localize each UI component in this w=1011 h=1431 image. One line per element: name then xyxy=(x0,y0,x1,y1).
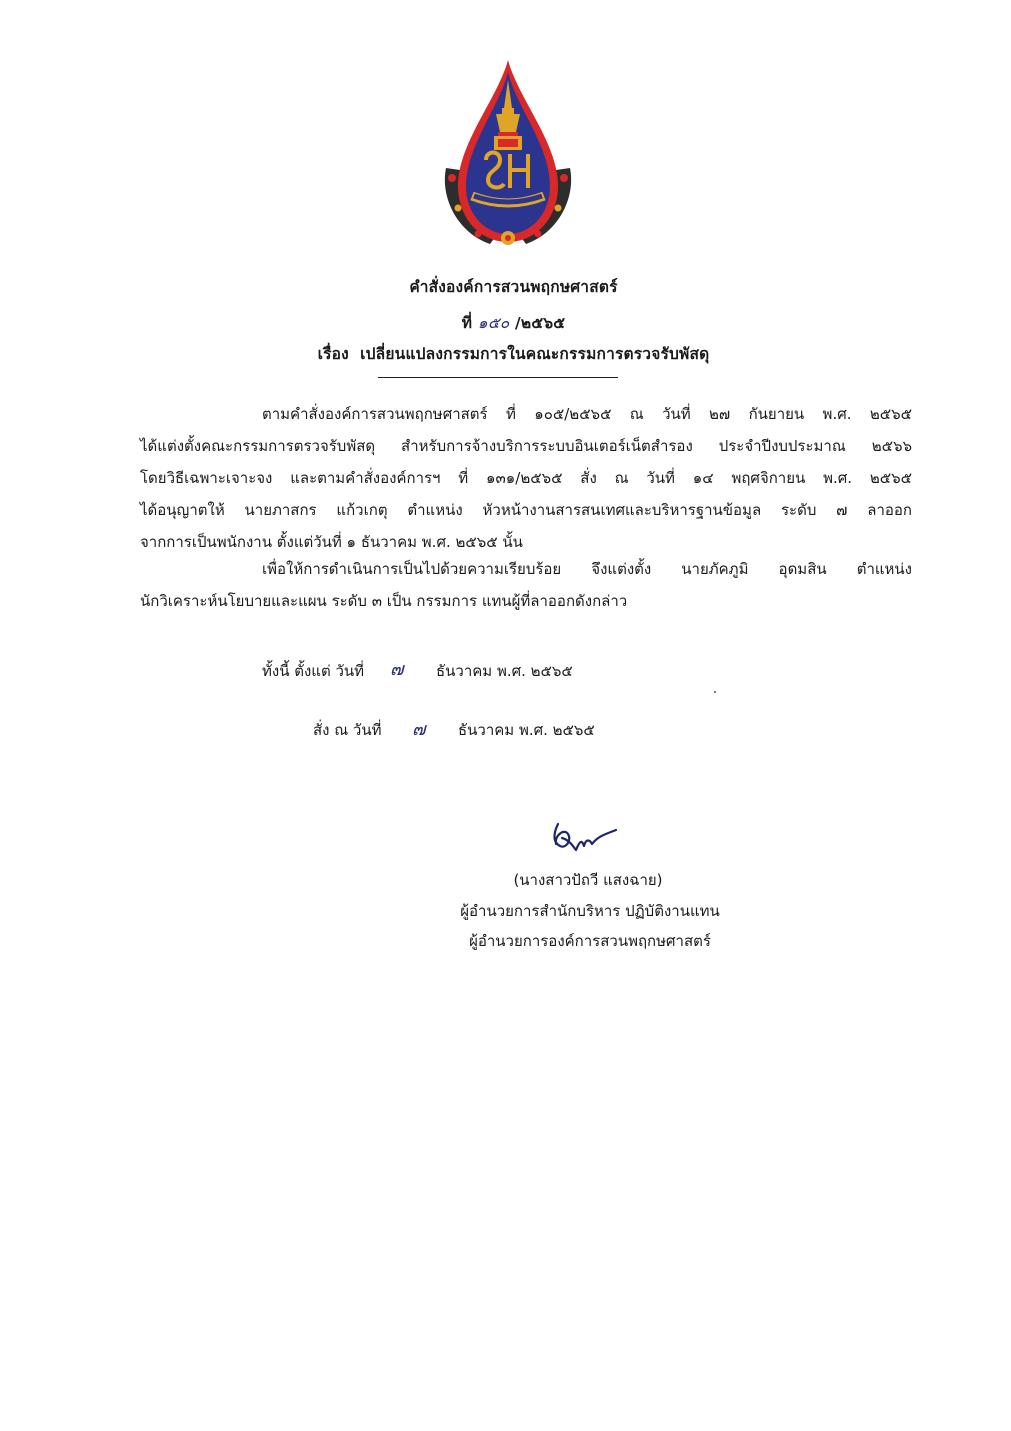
ordered-day-handwritten: ๗ xyxy=(412,719,426,740)
effective-month-year: ธันวาคม พ.ศ. ๒๕๖๕ xyxy=(436,662,573,680)
organization-logo-icon xyxy=(438,58,578,258)
effective-date-label: ทั้งนี้ ตั้งแต่ วันที่ xyxy=(262,662,365,680)
body-line-7: นักวิเคราะห์นโยบายและแผน ระดับ ๓ เป็น กรรมการ แทนผู้ที่ลาออกดังกล่าว xyxy=(140,592,628,610)
order-number xyxy=(8,310,1011,335)
order-number-handwritten: ๑๕๐ xyxy=(477,314,510,332)
handwritten-signature-icon xyxy=(546,818,626,860)
body-line-3: โดยวิธีเฉพาะเจาะจง และตามคำสั่งองค์การฯ ที่ ๑๓๑/๒๕๖๕ สั่ง ณ วันที่ ๑๔ พฤศจิกายน พ.ศ. ๒๕๖๕ xyxy=(140,469,912,487)
body-line-4: ได้อนุญาตให้ นายภาสกร แก้วเกตุ ตำแหน่ง หัวหน้างานสารสนเทศและบริหารฐานข้อมูล ระดับ ๗ ลาออก xyxy=(140,501,912,519)
heading-divider xyxy=(378,377,618,378)
ordered-date-label: สั่ง ณ วันที่ xyxy=(313,721,382,739)
effective-day-handwritten: ๗ xyxy=(390,659,404,680)
ordered-month-year: ธันวาคม พ.ศ. ๒๕๖๕ xyxy=(458,721,595,739)
signatory-position-2: ผู้อำนวยการองค์การสวนพฤกษศาสตร์ xyxy=(469,932,711,950)
signatory-position-1: ผู้อำนวยการสำนักบริหาร ปฏิบัติงานแทน xyxy=(460,902,720,920)
signatory-name: (นางสาวปัถวี แสงฉาย) xyxy=(513,871,663,889)
order-number-label: ที่ xyxy=(461,314,473,332)
body-line-2: ได้แต่งตั้งคณะกรรมการตรวจรับพัสดุ สำหรับการจ้างบริการระบบอินเตอร์เน็ตสำรอง ประจำปีงบประมาณ ๒๕๖๖ xyxy=(140,437,912,455)
body-line-1: ตามคำสั่งองค์การสวนพฤกษศาสตร์ ที่ ๑๐๕/๒๕๖๕ ณ วันที่ ๒๗ กันยายน พ.ศ. ๒๕๖๕ xyxy=(262,405,912,423)
subject-text: เปลี่ยนแปลงกรรมการในคณะกรรมการตรวจรับพัสดุ xyxy=(360,345,710,363)
order-title: คำสั่งองค์การสวนพฤกษศาสตร์ xyxy=(409,278,618,296)
body-line-5: จากการเป็นพนักงาน ตั้งแต่วันที่ ๑ ธันวาคม พ.ศ. ๒๕๖๕ นั้น xyxy=(140,533,523,551)
scan-speck xyxy=(714,691,716,693)
body-line-6: เพื่อให้การดำเนินการเป็นไปด้วยความเรียบร้อย จึงแต่งตั้ง นายภัคภูมิ อุดมสิน ตำแหน่ง xyxy=(262,560,912,578)
order-number-year: /๒๕๖๕ xyxy=(515,314,566,332)
order-subject xyxy=(8,341,1011,366)
subject-label: เรื่อง xyxy=(317,345,349,363)
